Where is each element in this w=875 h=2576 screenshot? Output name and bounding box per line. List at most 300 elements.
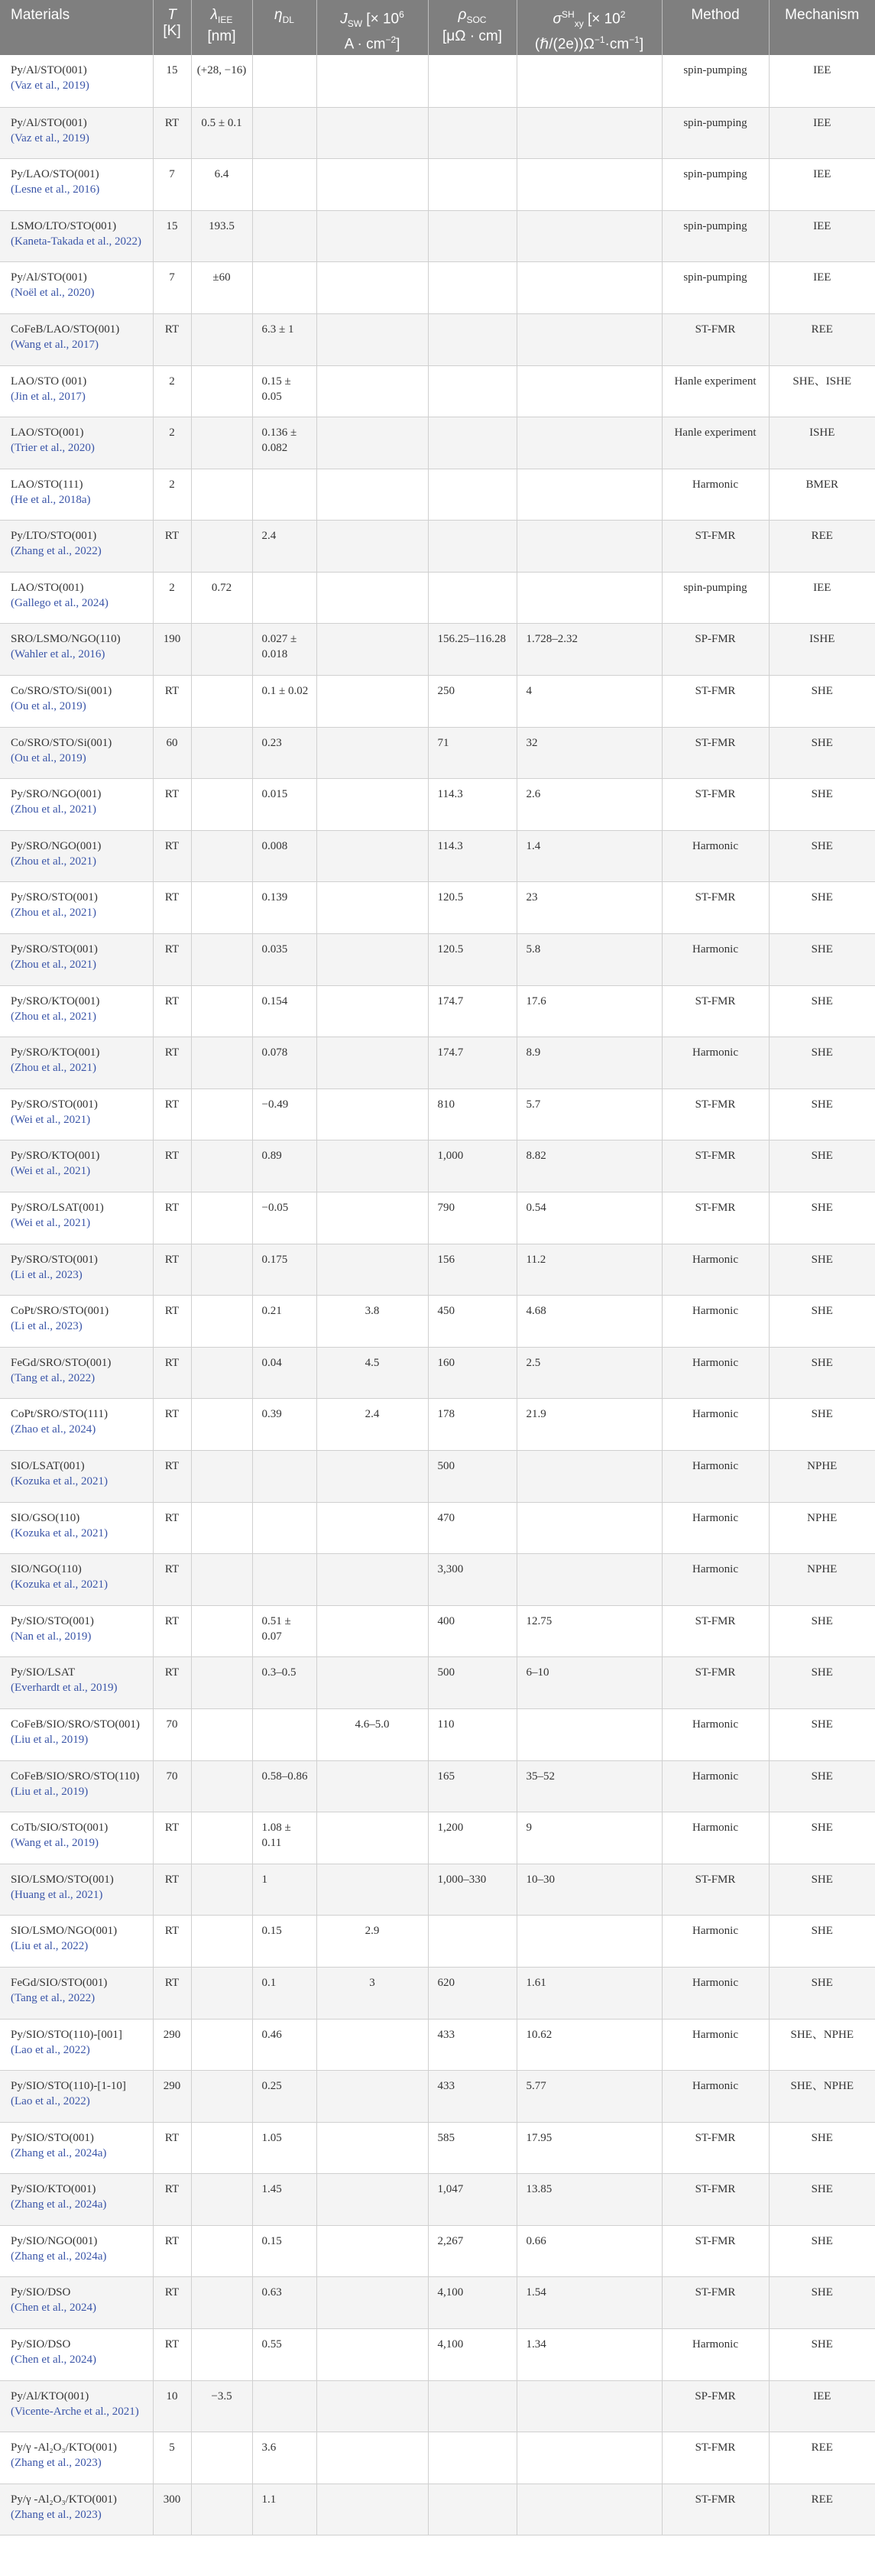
cell-lambda-iee (191, 1657, 252, 1709)
reference-link[interactable]: (Zhou et al., 2021) (11, 1010, 97, 1023)
cell-eta-dl: 0.15 (252, 2225, 316, 2277)
reference-link[interactable]: (Kaneta-Takada et al., 2022) (11, 235, 141, 248)
cell-temperature: RT (153, 1037, 191, 1089)
cell-eta-dl: 1.1 (252, 2484, 316, 2535)
cell-jsw (316, 210, 428, 262)
cell-method: ST-FMR (662, 1140, 769, 1192)
cell-method: SP-FMR (662, 2380, 769, 2432)
cell-temperature: RT (153, 1916, 191, 1968)
cell-eta-dl: 0.15 (252, 1916, 316, 1968)
cell-temperature: RT (153, 2329, 191, 2381)
cell-temperature: 7 (153, 262, 191, 314)
table-row (0, 1967, 875, 2019)
reference-link[interactable]: (Wei et al., 2021) (11, 1217, 91, 1230)
cell-method: ST-FMR (662, 1657, 769, 1709)
table-row (0, 469, 875, 521)
cell-eta-dl: 0.008 (252, 830, 316, 882)
cell-rho-soc (428, 2432, 517, 2484)
cell-materials (0, 1605, 153, 1657)
cell-eta-dl: 0.035 (252, 934, 316, 986)
reference-link[interactable]: (Zhang et al., 2024a) (11, 2198, 107, 2211)
cell-eta-dl: 1.05 (252, 2122, 316, 2174)
cell-rho-soc: 1,047 (428, 2174, 517, 2226)
cell-eta-dl: 0.23 (252, 727, 316, 779)
reference-link[interactable]: (Zhang et al., 2022) (11, 545, 102, 558)
cell-jsw (316, 676, 428, 728)
reference-link[interactable]: (Zhao et al., 2024) (11, 1423, 96, 1436)
reference-link[interactable]: (He et al., 2018a) (11, 493, 91, 506)
cell-method: Harmonic (662, 1399, 769, 1451)
cell-jsw (316, 2174, 428, 2226)
table-row (0, 1864, 875, 1916)
cell-eta-dl: 0.1 ± 0.02 (252, 676, 316, 728)
cell-sigma-sh: 1.4 (517, 830, 662, 882)
table-row (0, 985, 875, 1037)
header-temperature: T [K] (153, 0, 191, 55)
reference-link[interactable]: (Everhardt et al., 2019) (11, 1682, 118, 1695)
cell-sigma-sh (517, 1554, 662, 1606)
cell-rho-soc (428, 1916, 517, 1968)
reference-link[interactable]: (Liu et al., 2019) (11, 1785, 89, 1798)
cell-rho-soc: 433 (428, 2071, 517, 2123)
cell-rho-soc (428, 159, 517, 211)
cell-temperature: 290 (153, 2019, 191, 2071)
cell-sigma-sh (517, 1916, 662, 1968)
cell-sigma-sh: 4 (517, 676, 662, 728)
cell-sigma-sh (517, 2380, 662, 2432)
table-row (0, 1605, 875, 1657)
cell-lambda-iee (191, 1244, 252, 1296)
cell-temperature: RT (153, 1140, 191, 1192)
cell-mechanism: SHE (769, 2174, 875, 2226)
cell-lambda-iee (191, 521, 252, 573)
cell-temperature: 70 (153, 1760, 191, 1812)
header-eta-dl: $\eta_{DL}$ (252, 0, 316, 55)
material-name: SIO/LSMO/STO(001) (11, 1873, 114, 1886)
reference-link[interactable]: (Chen et al., 2024) (11, 2302, 97, 2315)
cell-temperature: 70 (153, 1708, 191, 1760)
cell-jsw: 4.6–5.0 (316, 1708, 428, 1760)
material-name: Py/SIO/NGO(001) (11, 2234, 98, 2247)
cell-lambda-iee (191, 2277, 252, 2329)
material-name: Py/SRO/NGO(001) (11, 839, 102, 852)
cell-lambda-iee (191, 1037, 252, 1089)
cell-eta-dl: 0.136 ± 0.082 (252, 417, 316, 469)
material-name: LAO/STO (001) (11, 375, 87, 388)
cell-jsw: 4.5 (316, 1347, 428, 1399)
cell-mechanism: SHE (769, 1399, 875, 1451)
cell-lambda-iee (191, 830, 252, 882)
cell-jsw (316, 934, 428, 986)
reference-link[interactable]: (Li et al., 2023) (11, 1268, 83, 1281)
reference-link[interactable]: (Chen et al., 2024) (11, 2354, 97, 2367)
cell-mechanism: SHE、NPHE (769, 2071, 875, 2123)
cell-method: Harmonic (662, 1502, 769, 1554)
table-row (0, 365, 875, 417)
cell-sigma-sh: 2.5 (517, 1347, 662, 1399)
reference-link[interactable]: (Nan et al., 2019) (11, 1630, 92, 1643)
header-sigma-sh: $\sigma^{SH}_{xy}$ [× $10^2$ $(\hbar/(2e))\Omega^{-1}\cdot cm^{-1}$] (517, 0, 662, 55)
cell-jsw (316, 882, 428, 934)
table-row (0, 727, 875, 779)
cell-lambda-iee (191, 1347, 252, 1399)
cell-materials (0, 2071, 153, 2123)
cell-materials (0, 2484, 153, 2535)
cell-eta-dl: 0.15 ± 0.05 (252, 365, 316, 417)
cell-method: Harmonic (662, 2071, 769, 2123)
cell-materials (0, 1296, 153, 1348)
cell-sigma-sh: 4.68 (517, 1296, 662, 1348)
cell-method: ST-FMR (662, 521, 769, 573)
table-row (0, 2174, 875, 2226)
cell-method: Harmonic (662, 2329, 769, 2381)
table-row (0, 1812, 875, 1864)
material-name: FeGd/SIO/STO(001) (11, 1976, 108, 1989)
cell-method: Harmonic (662, 1916, 769, 1968)
reference-link[interactable]: (Wahler et al., 2016) (11, 648, 105, 661)
cell-lambda-iee (191, 365, 252, 417)
reference-link[interactable]: (Zhang et al., 2024a) (11, 2250, 107, 2263)
cell-sigma-sh: 5.77 (517, 2071, 662, 2123)
cell-materials (0, 2380, 153, 2432)
material-name: Py/SIO/KTO(001) (11, 2183, 96, 2196)
cell-method: Harmonic (662, 1347, 769, 1399)
cell-materials (0, 934, 153, 986)
cell-sigma-sh (517, 1708, 662, 1760)
cell-jsw (316, 1605, 428, 1657)
cell-lambda-iee (191, 1967, 252, 2019)
table-row (0, 417, 875, 469)
cell-method: Harmonic (662, 934, 769, 986)
cell-lambda-iee (191, 2071, 252, 2123)
reference-link[interactable]: (Vicente-Arche et al., 2021) (11, 2405, 139, 2418)
cell-method: ST-FMR (662, 1088, 769, 1140)
cell-mechanism: IEE (769, 210, 875, 262)
material-name: Py/SRO/KTO(001) (11, 994, 100, 1007)
cell-jsw (316, 2432, 428, 2484)
cell-temperature: RT (153, 1192, 191, 1244)
reference-link[interactable]: (Kozuka et al., 2021) (11, 1475, 109, 1488)
cell-mechanism: ISHE (769, 624, 875, 676)
cell-eta-dl: 3.6 (252, 2432, 316, 2484)
cell-jsw (316, 1450, 428, 1502)
cell-materials (0, 365, 153, 417)
cell-eta-dl: 0.25 (252, 2071, 316, 2123)
cell-jsw (316, 1812, 428, 1864)
reference-link[interactable]: (Kozuka et al., 2021) (11, 1526, 109, 1539)
cell-sigma-sh: 6–10 (517, 1657, 662, 1709)
reference-link[interactable]: (Zhang et al., 2023) (11, 2457, 102, 2470)
table-row (0, 262, 875, 314)
cell-method: ST-FMR (662, 2225, 769, 2277)
cell-mechanism: SHE (769, 1605, 875, 1657)
table-row (0, 2225, 875, 2277)
cell-rho-soc: 2,267 (428, 2225, 517, 2277)
cell-jsw (316, 779, 428, 831)
table-row (0, 2071, 875, 2123)
cell-mechanism: IEE (769, 262, 875, 314)
reference-link[interactable]: (Gallego et al., 2024) (11, 596, 109, 609)
cell-eta-dl: 0.015 (252, 779, 316, 831)
reference-link[interactable]: (Liu et al., 2022) (11, 1940, 89, 1953)
cell-temperature: RT (153, 2277, 191, 2329)
material-name: Py/LAO/STO(001) (11, 168, 99, 181)
reference-link[interactable]: (Zhou et al., 2021) (11, 959, 97, 972)
cell-rho-soc: 156 (428, 1244, 517, 1296)
cell-rho-soc: 3,300 (428, 1554, 517, 1606)
cell-lambda-iee (191, 1192, 252, 1244)
material-name: Py/SRO/LSAT(001) (11, 1202, 104, 1215)
cell-eta-dl: 0.175 (252, 1244, 316, 1296)
cell-eta-dl: 1 (252, 1864, 316, 1916)
reference-link[interactable]: (Noël et al., 2020) (11, 287, 95, 300)
cell-jsw (316, 1760, 428, 1812)
cell-method: spin-pumping (662, 107, 769, 159)
table-row (0, 1140, 875, 1192)
cell-lambda-iee: 193.5 (191, 210, 252, 262)
reference-link[interactable]: (Ou et al., 2019) (11, 751, 86, 764)
cell-mechanism: SHE (769, 779, 875, 831)
cell-jsw (316, 1554, 428, 1606)
cell-temperature: 300 (153, 2484, 191, 2535)
cell-method: Harmonic (662, 1244, 769, 1296)
cell-eta-dl: 0.139 (252, 882, 316, 934)
reference-link[interactable]: (Zhou et al., 2021) (11, 803, 97, 816)
reference-link[interactable]: (Lesne et al., 2016) (11, 183, 100, 196)
cell-rho-soc (428, 521, 517, 573)
cell-eta-dl: 0.3–0.5 (252, 1657, 316, 1709)
cell-temperature: RT (153, 1605, 191, 1657)
cell-method: ST-FMR (662, 313, 769, 365)
reference-link[interactable]: (Vaz et al., 2019) (11, 131, 89, 144)
cell-method: Harmonic (662, 830, 769, 882)
cell-rho-soc: 1,000–330 (428, 1864, 517, 1916)
cell-materials (0, 830, 153, 882)
cell-rho-soc (428, 55, 517, 107)
table-row (0, 1399, 875, 1451)
material-name: Py/SIO/DSO (11, 2338, 71, 2351)
cell-temperature: 60 (153, 727, 191, 779)
cell-lambda-iee (191, 985, 252, 1037)
table-row (0, 1554, 875, 1606)
reference-link[interactable]: (Zhou et al., 2021) (11, 855, 97, 868)
reference-link[interactable]: (Zhou et al., 2021) (11, 907, 97, 920)
reference-link[interactable]: (Wang et al., 2017) (11, 338, 99, 351)
cell-temperature: RT (153, 107, 191, 159)
cell-jsw (316, 107, 428, 159)
material-name: Py/SRO/NGO(001) (11, 788, 102, 801)
table-row (0, 159, 875, 211)
cell-sigma-sh: 5.7 (517, 1088, 662, 1140)
material-name: Py/SRO/KTO(001) (11, 1046, 100, 1059)
cell-temperature: 2 (153, 417, 191, 469)
reference-link[interactable]: (Lao et al., 2022) (11, 2043, 90, 2056)
material-name: LAO/STO(001) (11, 581, 84, 594)
cell-lambda-iee (191, 1864, 252, 1916)
table-row (0, 1347, 875, 1399)
reference-link[interactable]: (Wei et al., 2021) (11, 1113, 91, 1126)
cell-lambda-iee (191, 1605, 252, 1657)
cell-rho-soc: 156.25–116.28 (428, 624, 517, 676)
table-row (0, 1088, 875, 1140)
cell-mechanism: SHE (769, 1192, 875, 1244)
material-name: CoFeB/SIO/SRO/STO(001) (11, 1718, 140, 1731)
cell-temperature: 7 (153, 159, 191, 211)
cell-lambda-iee (191, 1708, 252, 1760)
cell-method: spin-pumping (662, 572, 769, 624)
cell-eta-dl (252, 262, 316, 314)
table-row (0, 1296, 875, 1348)
cell-method: ST-FMR (662, 2122, 769, 2174)
reference-link[interactable]: (Lao et al., 2022) (11, 2095, 90, 2108)
table-row (0, 2380, 875, 2432)
cell-jsw (316, 985, 428, 1037)
cell-sigma-sh: 8.9 (517, 1037, 662, 1089)
material-name: Py/γ -Al₂O₃/KTO(001) (11, 2441, 117, 2454)
cell-lambda-iee (191, 2122, 252, 2174)
cell-sigma-sh: 0.66 (517, 2225, 662, 2277)
cell-sigma-sh: 12.75 (517, 1605, 662, 1657)
cell-jsw (316, 2277, 428, 2329)
cell-lambda-iee (191, 2484, 252, 2535)
cell-method: spin-pumping (662, 210, 769, 262)
reference-link[interactable]: (Trier et al., 2020) (11, 442, 95, 455)
cell-materials (0, 2329, 153, 2381)
cell-materials (0, 313, 153, 365)
cell-method: ST-FMR (662, 2277, 769, 2329)
cell-materials (0, 572, 153, 624)
cell-method: ST-FMR (662, 882, 769, 934)
cell-sigma-sh: 11.2 (517, 1244, 662, 1296)
cell-rho-soc (428, 417, 517, 469)
reference-link[interactable]: (Huang et al., 2021) (11, 1888, 103, 1901)
cell-lambda-iee (191, 779, 252, 831)
reference-link[interactable]: (Jin et al., 2017) (11, 390, 86, 403)
material-name: CoFeB/SIO/SRO/STO(110) (11, 1770, 140, 1783)
cell-eta-dl (252, 107, 316, 159)
cell-materials (0, 1657, 153, 1709)
reference-link[interactable]: (Li et al., 2023) (11, 1320, 83, 1333)
cell-jsw (316, 2019, 428, 2071)
cell-rho-soc: 433 (428, 2019, 517, 2071)
cell-materials (0, 1916, 153, 1968)
cell-method: Harmonic (662, 2019, 769, 2071)
cell-mechanism: SHE (769, 2329, 875, 2381)
cell-materials (0, 985, 153, 1037)
cell-jsw (316, 572, 428, 624)
material-name: CoFeB/LAO/STO(001) (11, 323, 120, 336)
cell-temperature: 15 (153, 210, 191, 262)
cell-method: Harmonic (662, 1554, 769, 1606)
cell-sigma-sh (517, 2432, 662, 2484)
cell-materials (0, 2019, 153, 2071)
cell-mechanism: SHE (769, 676, 875, 728)
cell-rho-soc: 500 (428, 1450, 517, 1502)
cell-lambda-iee (191, 417, 252, 469)
reference-link[interactable]: (Tang et al., 2022) (11, 1991, 96, 2004)
cell-lambda-iee (191, 1916, 252, 1968)
cell-rho-soc: 71 (428, 727, 517, 779)
cell-jsw (316, 2484, 428, 2535)
cell-method: ST-FMR (662, 985, 769, 1037)
table-row (0, 1916, 875, 1968)
cell-materials (0, 882, 153, 934)
cell-mechanism: SHE (769, 1140, 875, 1192)
cell-jsw: 2.9 (316, 1916, 428, 1968)
material-name: SIO/NGO(110) (11, 1563, 82, 1576)
cell-mechanism: IEE (769, 55, 875, 107)
table-row (0, 2432, 875, 2484)
cell-lambda-iee (191, 2225, 252, 2277)
reference-link[interactable]: (Ou et al., 2019) (11, 700, 86, 713)
cell-method: spin-pumping (662, 159, 769, 211)
cell-materials (0, 417, 153, 469)
cell-mechanism: IEE (769, 2380, 875, 2432)
cell-method: ST-FMR (662, 2432, 769, 2484)
material-name: CoPt/SRO/STO(001) (11, 1305, 109, 1318)
cell-method: Harmonic (662, 469, 769, 521)
cell-lambda-iee: (+28, −16) (191, 55, 252, 107)
cell-mechanism: SHE (769, 1296, 875, 1348)
cell-eta-dl: 1.45 (252, 2174, 316, 2226)
material-name: SIO/GSO(110) (11, 1511, 80, 1524)
header-rho-soc: $\rho_{SOC}$ [μΩ · cm] (428, 0, 517, 55)
reference-link[interactable]: (Zhou et al., 2021) (11, 1062, 97, 1075)
cell-materials (0, 55, 153, 107)
cell-method: ST-FMR (662, 1605, 769, 1657)
reference-link[interactable]: (Zhang et al., 2024a) (11, 2146, 107, 2159)
reference-link[interactable]: (Wang et al., 2019) (11, 1837, 99, 1850)
material-name: Py/SRO/STO(001) (11, 1253, 98, 1266)
table-row (0, 1192, 875, 1244)
material-name: Py/Al/STO(001) (11, 64, 87, 77)
reference-link[interactable]: (Kozuka et al., 2021) (11, 1578, 109, 1591)
cell-mechanism: SHE (769, 1967, 875, 2019)
reference-link[interactable]: (Zhang et al., 2023) (11, 2508, 102, 2521)
cell-method: Harmonic (662, 1812, 769, 1864)
cell-mechanism: SHE (769, 1864, 875, 1916)
material-name: Co/SRO/STO/Si(001) (11, 685, 112, 698)
cell-eta-dl: 0.21 (252, 1296, 316, 1348)
cell-temperature: RT (153, 1088, 191, 1140)
reference-link[interactable]: (Wei et al., 2021) (11, 1165, 91, 1178)
table-row (0, 2484, 875, 2535)
cell-materials (0, 2277, 153, 2329)
cell-materials (0, 1037, 153, 1089)
cell-temperature: 2 (153, 469, 191, 521)
reference-link[interactable]: (Liu et al., 2019) (11, 1733, 89, 1746)
cell-jsw (316, 2225, 428, 2277)
reference-link[interactable]: (Tang et al., 2022) (11, 1371, 96, 1384)
cell-materials (0, 2432, 153, 2484)
cell-rho-soc: 174.7 (428, 985, 517, 1037)
cell-sigma-sh (517, 572, 662, 624)
cell-eta-dl (252, 210, 316, 262)
cell-materials (0, 521, 153, 573)
cell-materials (0, 262, 153, 314)
reference-link[interactable]: (Vaz et al., 2019) (11, 79, 89, 92)
cell-materials (0, 779, 153, 831)
cell-lambda-iee (191, 469, 252, 521)
cell-mechanism: SHE、NPHE (769, 2019, 875, 2071)
cell-sigma-sh: 23 (517, 882, 662, 934)
cell-eta-dl: 2.4 (252, 521, 316, 573)
cell-temperature: RT (153, 1502, 191, 1554)
cell-mechanism: NPHE (769, 1450, 875, 1502)
cell-sigma-sh: 2.6 (517, 779, 662, 831)
cell-mechanism: SHE、ISHE (769, 365, 875, 417)
cell-lambda-iee: 0.5 ± 0.1 (191, 107, 252, 159)
